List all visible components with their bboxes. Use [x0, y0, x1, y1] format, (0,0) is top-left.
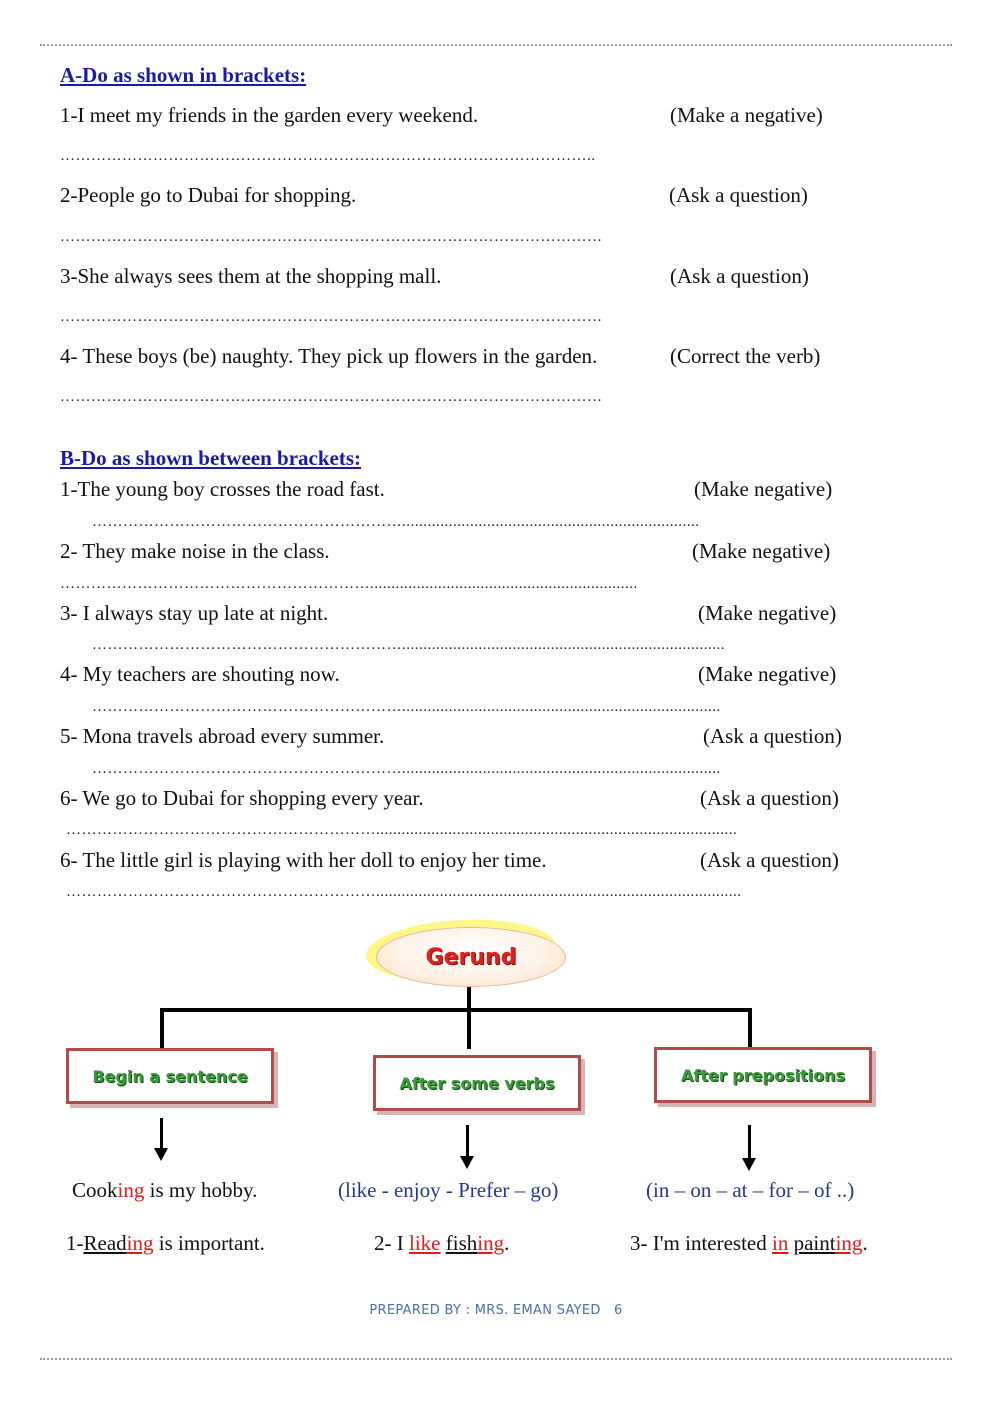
- example-1-number: 1-: [66, 1231, 84, 1255]
- section-a-question-1: 1-I meet my friends in the garden every weekend.: [60, 103, 479, 127]
- section-a-heading: A-Do as shown in brackets:: [60, 63, 307, 87]
- branch-box-after-prepositions: [654, 1047, 872, 1103]
- branch-info-after-verbs: (like - enjoy - Prefer – go): [338, 1178, 559, 1202]
- branch-label-begin-sentence: Begin a sentence: [92, 1066, 248, 1086]
- section-b-answer-line-1[interactable]: ……………………………………………………......................................................................: [92, 514, 700, 530]
- section-b-question-4: 4- My teachers are shouting now.: [60, 662, 340, 686]
- section-b-answer-line-4[interactable]: ……………………………………………………...........................................................................: [92, 699, 721, 715]
- section-b-instruction-1: (Make negative): [694, 477, 833, 501]
- arrow-left-shaft: [160, 1118, 163, 1150]
- section-b-question-2: 2- They make noise in the class.: [60, 539, 330, 563]
- example-3-stem: paint: [793, 1231, 836, 1255]
- section-b-answer-line-7[interactable]: ……………………………………………………......................................................................................: [66, 884, 742, 900]
- section-b-instruction-7: (Ask a question): [700, 848, 839, 872]
- section-a-instruction-1: (Make a negative): [670, 103, 823, 127]
- example-2-ing: ing: [477, 1231, 505, 1255]
- info-ing-suffix: ing: [117, 1178, 145, 1202]
- section-b-instruction-5: (Ask a question): [703, 724, 842, 748]
- top-dotted-border: [40, 44, 952, 46]
- example-1-stem: Read: [83, 1231, 127, 1255]
- section-b-question-5: 5- Mona travels abroad every summer.: [60, 724, 385, 748]
- section-b-answer-line-5[interactable]: ……………………………………………………...........................................................................: [92, 761, 721, 777]
- example-1-ing: ing: [126, 1231, 154, 1255]
- example-2-lead: 2- I: [374, 1231, 409, 1255]
- example-after-verbs: [374, 1231, 509, 1256]
- connector-horizontal: [160, 1008, 752, 1012]
- section-b-question-7: 6- The little girl is playing with her doll to enjoy her time.: [60, 848, 547, 872]
- gerund-title: Gerund: [425, 944, 517, 970]
- section-b-instruction-2: (Make negative): [692, 539, 831, 563]
- section-a-answer-line-2[interactable]: ……………………………………………………………………………………………: [60, 229, 603, 245]
- prepared-by: PREPARED BY : MRS. EMAN SAYED: [369, 1303, 601, 1318]
- arrow-left-head: [154, 1148, 168, 1161]
- section-a-answer-line-1[interactable]: …………………………………………………………………………………………..: [60, 148, 596, 164]
- info-word-rest: is my hobby.: [144, 1178, 258, 1202]
- section-b-answer-line-3[interactable]: ……………………………………………………............................................................................: [92, 637, 725, 653]
- example-2-end: .: [504, 1231, 510, 1255]
- section-a-question-4: 4- These boys (be) naughty. They pick up flowers in the garden.: [60, 344, 598, 368]
- example-2-stem: fish: [445, 1231, 478, 1255]
- section-b-instruction-4: (Make negative): [698, 662, 837, 686]
- section-b-question-3: 3- I always stay up late at night.: [60, 601, 329, 625]
- section-a-instruction-4: (Correct the verb): [670, 344, 821, 368]
- connector-trunk: [467, 987, 471, 1049]
- section-b-heading: B-Do as shown between brackets:: [60, 446, 361, 470]
- arrow-middle-head: [460, 1156, 474, 1169]
- arrow-right-head: [742, 1158, 756, 1171]
- example-3-ing: ing: [835, 1231, 863, 1255]
- section-b-question-1: 1-The young boy crosses the road fast.: [60, 477, 385, 501]
- arrow-right-shaft: [748, 1125, 751, 1159]
- example-after-prepositions: [630, 1231, 868, 1256]
- example-3-preposition: in: [772, 1231, 789, 1255]
- connector-left: [160, 1008, 164, 1050]
- section-a-question-3: 3-She always sees them at the shopping mall.: [60, 264, 442, 288]
- section-a-answer-line-4[interactable]: ……………………………………………………………………………………………: [60, 389, 603, 405]
- example-2-verb: like: [409, 1231, 441, 1255]
- branch-info-after-prepositions: (in – on – at – for – of ..): [646, 1178, 855, 1202]
- branch-label-after-verbs: After some verbs: [399, 1073, 555, 1093]
- example-begin-sentence: [66, 1231, 265, 1256]
- section-b-question-6: 6- We go to Dubai for shopping every year.: [60, 786, 424, 810]
- page-number: 6: [614, 1303, 623, 1318]
- example-1-rest: is important.: [153, 1231, 265, 1255]
- section-b-instruction-3: (Make negative): [698, 601, 837, 625]
- gerund-bubble: [376, 927, 566, 987]
- section-a-answer-line-3[interactable]: ……………………………………………………………………………………………: [60, 309, 603, 325]
- branch-box-begin-sentence: [66, 1048, 274, 1104]
- section-a-instruction-3: (Ask a question): [670, 264, 809, 288]
- connector-right: [748, 1008, 752, 1050]
- section-b-answer-line-6[interactable]: …………………………………………………….....................................................................................: [66, 822, 738, 838]
- branch-box-after-verbs: [373, 1055, 581, 1111]
- section-a-question-2: 2-People go to Dubai for shopping.: [60, 183, 357, 207]
- bottom-dotted-border: [40, 1358, 952, 1360]
- info-word-stem: Cook: [72, 1178, 118, 1202]
- branch-label-after-prepositions: After prepositions: [681, 1065, 845, 1085]
- section-b-answer-line-2[interactable]: ……………………………………………………...............................................................: [60, 576, 638, 592]
- arrow-middle-shaft: [466, 1125, 469, 1158]
- branch-info-begin-sentence: [72, 1178, 257, 1203]
- section-b-instruction-6: (Ask a question): [700, 786, 839, 810]
- example-3-lead: 3- I'm interested: [630, 1231, 772, 1255]
- page-footer: [0, 1303, 992, 1318]
- section-a-instruction-2: (Ask a question): [669, 183, 808, 207]
- example-3-end: .: [862, 1231, 868, 1255]
